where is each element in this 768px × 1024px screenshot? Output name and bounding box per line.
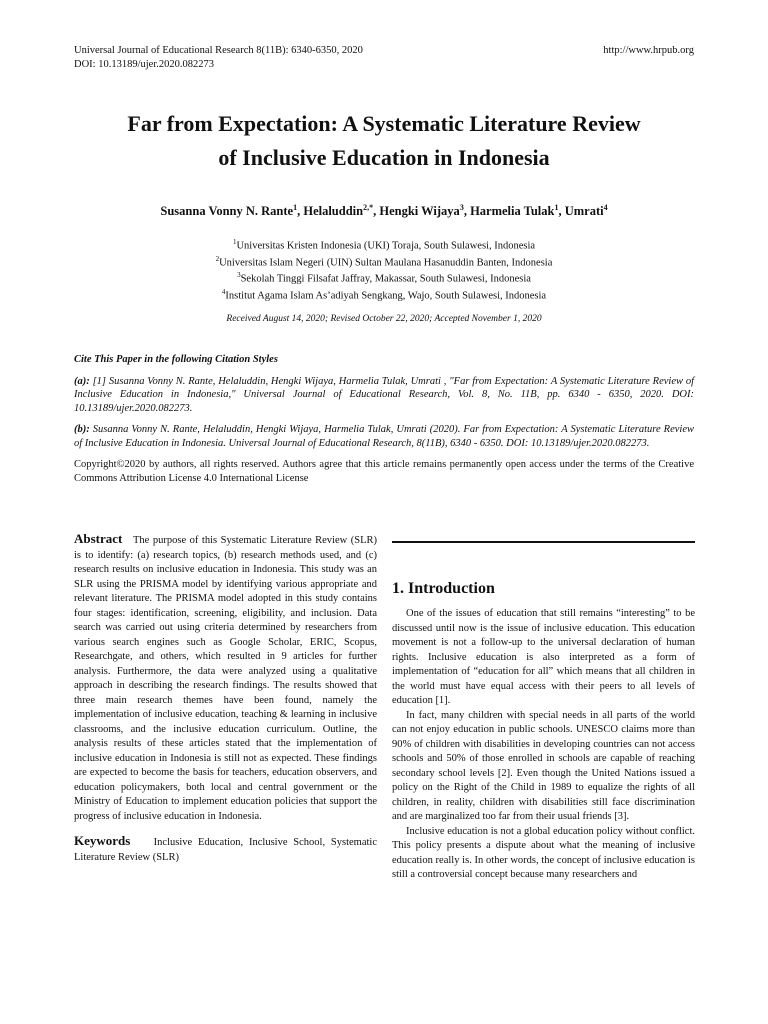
author: Susanna Vonny N. Rante$^1$, bbox=[160, 203, 304, 219]
body-paragraph: Inclusive education is not a global education policy without conflict. This policy presents a dispute about what the meaning of inclusive education really is. In other words, the concept of inclusive education is still a controversial concept because many researchers and bbox=[392, 825, 695, 880]
abstract-column bbox=[74, 532, 377, 865]
journal-url[interactable]: http://www.hrpub.org bbox=[603, 45, 694, 56]
author: Umrati$^4$ bbox=[564, 203, 608, 219]
affiliation: $^1$Universitas Kristen Indonesia (UKI) Toraja, South Sulawesi, Indonesia bbox=[232, 238, 536, 252]
title-line-2: of Inclusive Education in Indonesia bbox=[218, 145, 550, 170]
abstract bbox=[74, 532, 377, 824]
citation-style-b: (b): Susanna Vonny N. Rante, Helaluddin, Hengki Wijaya, Harmelia Tulak, Umrati (2020). Far from Expectation: A Systematic Literature Review of Inclusive Education in Indonesia. Universal Journal of Educational Research, 8(11B), 6340 - 6350. DOI: 10.13189/ujer.2020.082273. bbox=[74, 424, 694, 449]
affiliation: $^3$Sekolah Tinggi Filsafat Jaffray, Makassar, South Sulawesi, Indonesia bbox=[237, 271, 531, 285]
paper-title bbox=[40, 107, 728, 175]
affiliation: $^4$Institut Agama Islam As’adiyah Sengkang, Wajo, South Sulawesi, Indonesia bbox=[221, 287, 547, 301]
author-list bbox=[40, 199, 728, 220]
keywords-label: Keywords bbox=[74, 833, 131, 848]
section-divider bbox=[392, 541, 695, 543]
section-heading: 1. Introduction bbox=[392, 580, 495, 597]
citation-heading: Cite This Paper in the following Citation Styles bbox=[74, 354, 278, 365]
keywords bbox=[74, 834, 377, 865]
journal-doi: DOI: 10.13189/ujer.2020.082273 bbox=[74, 59, 214, 70]
journal-citation: Universal Journal of Educational Research 8(11B): 6340-6350, 2020 bbox=[74, 45, 363, 56]
citation-block bbox=[74, 353, 694, 493]
affiliation-list bbox=[40, 236, 728, 302]
abstract-label: Abstract bbox=[74, 531, 123, 546]
body-paragraph: In fact, many children with special needs in all parts of the world can not enjoy education in public schools. UNESCO claims more than 90% of children with disabilities in developing countries can not access schools and 50% of those enrolled in schools are capable of reaching secondary school levels [2]. Even though the United Nations issued a policy on the Right of the Child in 1989 to equalize the rights of all children, in reality, children with disabilities still face discrimination and are marginalized too far from their usual friends [3]. bbox=[392, 709, 695, 822]
body-column bbox=[392, 532, 695, 883]
body-paragraph: One of the issues of education that still remains “interesting” to be discussed until now is the issue of inclusive education. This education movement is not a follow-up to the universal declaration of human rights. Inclusive education is also interpreted as a form of implementation of “education for all” which means that all children in the world must have equal access with their peers to all levels of education [1]. bbox=[392, 608, 695, 706]
author: Harmelia Tulak$^1$, bbox=[470, 203, 565, 219]
abstract-text: The purpose of this Systematic Literature Review (SLR) is to identify: (a) research topics, (b) research methods used, and (c) research results on inclusive education in Indonesia. This study was an SLR using the PRISMA model by identifying various appropriate and relevant literature. The PRISMA model adopted in this study contains four stages: identification, screening, eligibility, and inclusion. Data search was carried out using criteria determined by researchers from various search engines such as Google Scholar, ERIC, Scopus, Researchgate, and others, which resulted in 9 articles for further analysis. Furthermore, the data were analyzed using a qualitative approach in describing the research findings. The results showed that three main research themes have been found, namely the implementation of inclusive education, teaching & learning in inclusive classrooms, and the inclusive education curriculum. Outline, the analysis results of these articles stated that the implementation of inclusive education in Indonesia is still not as expected. These findings are expected to become the basis for teachers, education observers, and education policymakers, both local and central government or the Ministry of Education to implement education policies that support the progress of inclusive education in Indonesia. bbox=[74, 535, 378, 822]
keywords-text: Inclusive Education, Inclusive School, Systematic Literature Review (SLR) bbox=[74, 837, 377, 863]
citation-style-a: (a): [1] Susanna Vonny N. Rante, Helaluddin, Hengki Wijaya, Harmelia Tulak, Umrati , "Far from Expectation: A Systematic Literature Review of Inclusive Education in Indonesia," Universal Journal of Educational Research, Vol. 8, No. 11B, pp. 6340 - 6350, 2020. DOI: 10.13189/ujer.2020.082273. bbox=[74, 375, 694, 414]
author: Hengki Wijaya$^3$, bbox=[379, 203, 471, 219]
author: Helaluddin$^{2,*}$, bbox=[303, 203, 380, 219]
affiliation: $^2$Universitas Islam Negeri (UIN) Sultan Maulana Hasanuddin Banten, Indonesia bbox=[215, 254, 553, 268]
received-dates: Received August 14, 2020; Revised October 22, 2020; Accepted November 1, 2020 bbox=[226, 314, 542, 324]
title-line-1: Far from Expectation: A Systematic Literature Review bbox=[127, 111, 641, 136]
journal-header bbox=[74, 44, 363, 72]
copyright-notice: Copyright©2020 by authors, all rights reserved. Authors agree that this article remains permanently open access under the terms of the Creative Commons Attribution License 4.0 International License bbox=[74, 459, 694, 484]
